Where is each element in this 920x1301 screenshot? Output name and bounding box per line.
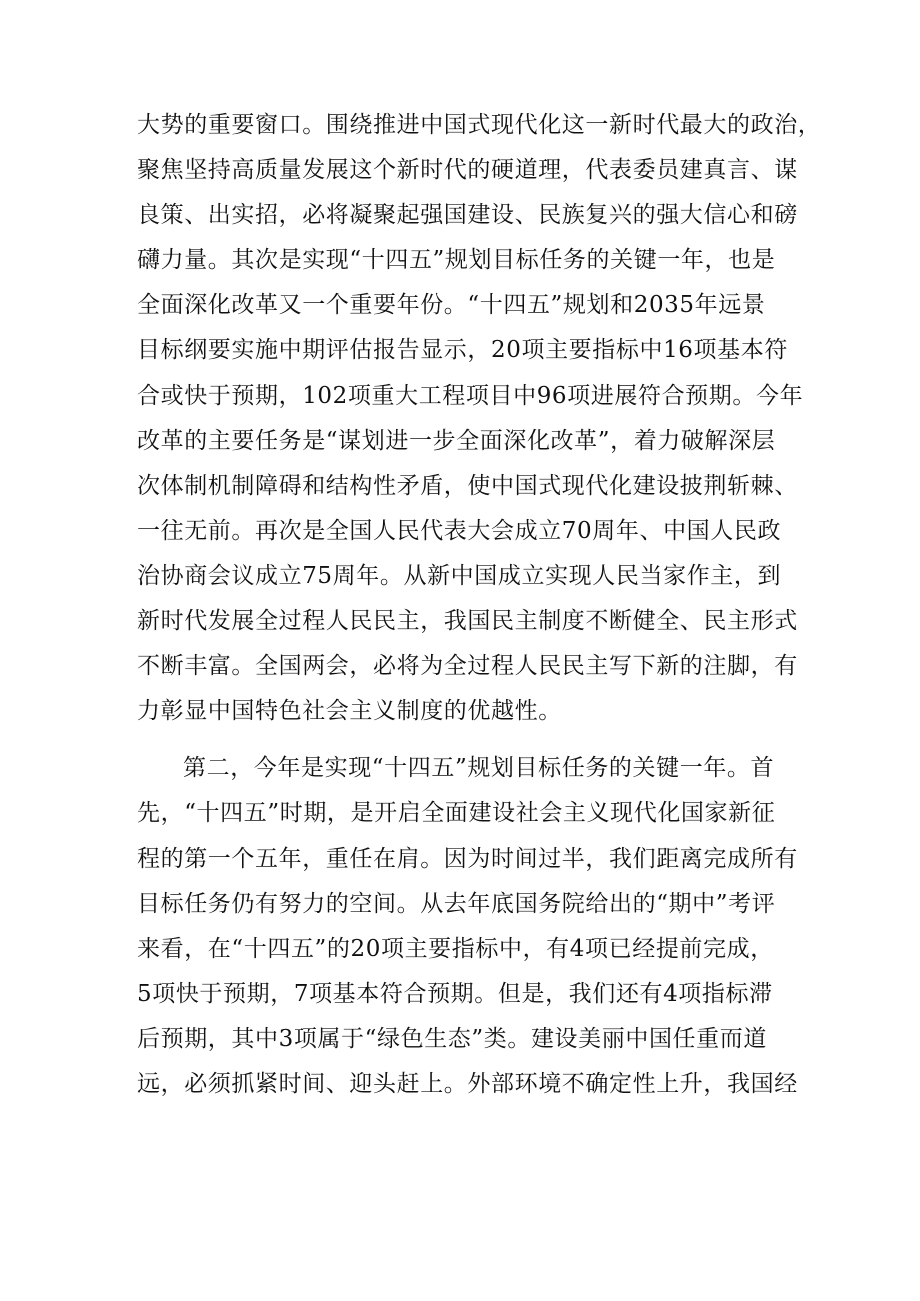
text-line: 力彰显中国特色社会主义制度的优越性。 — [137, 698, 562, 725]
text-line: 后预期，其中3项属于“绿色生态”类。建设美丽中国任重而道 — [137, 1025, 767, 1052]
text-line: 先，“十四五”时期，是开启全面建设社会主义现代化国家新征 — [137, 800, 776, 827]
text-line: 礴力量。其次是实现“十四五”规划目标任务的关键一年，也是 — [137, 247, 776, 274]
text-line: 一往无前。再次是全国人民代表大会成立70周年、中国人民政 — [137, 517, 782, 544]
text-line: 聚焦坚持高质量发展这个新时代的硬道理，代表委员建真言、谋 — [137, 157, 798, 184]
text-line: 新时代发展全过程人民民主，我国民主制度不断健全、民主形式 — [137, 608, 798, 635]
text-line: 不断丰富。全国两会，必将为全过程人民民主写下新的注脚，有 — [137, 653, 798, 680]
paragraph-1 — [137, 103, 822, 734]
text-line: 合或快于预期，102项重大工程项目中96项进展符合预期。今年 — [137, 382, 804, 409]
text-line: 良策、出实招，必将凝聚起强国建设、民族复兴的强大信心和磅 — [137, 202, 798, 229]
text-line: 远，必须抓紧时间、迎头赶上。外部环境不确定性上升，我国经 — [137, 1070, 798, 1097]
document-body — [137, 103, 822, 1107]
text-line: 改革的主要任务是“谋划进一步全面深化改革”，着力破解深层 — [137, 427, 776, 454]
text-line: 治协商会议成立75周年。从新中国成立实现人民当家作主，到 — [137, 562, 782, 589]
text-line: 全面深化改革又一个重要年份。“十四五”规划和2035年远景 — [137, 292, 766, 319]
text-line: 程的第一个五年，重任在肩。因为时间过半，我们距离完成所有 — [137, 845, 798, 872]
text-line: 大势的重要窗口。围绕推进中国式现代化这一新时代最大的政治， — [137, 112, 822, 138]
text-line-indented: 第二，今年是实现“十四五”规划目标任务的关键一年。首 — [183, 755, 775, 782]
text-line: 目标任务仍有努力的空间。从去年底国务院给出的“期中”考评 — [137, 890, 776, 917]
text-line: 来看，在“十四五”的20项主要指标中，有4项已经提前完成， — [137, 935, 774, 962]
paragraph-2 — [137, 746, 817, 1107]
paragraph-gap — [137, 734, 817, 746]
text-line: 目标纲要实施中期评估报告显示，20项主要指标中16项基本符 — [137, 337, 788, 364]
text-line: 5项快于预期，7项基本符合预期。但是，我们还有4项指标滞 — [137, 980, 773, 1007]
text-line: 次体制机制障碍和结构性矛盾，使中国式现代化建设披荆斩棘、 — [137, 472, 798, 499]
